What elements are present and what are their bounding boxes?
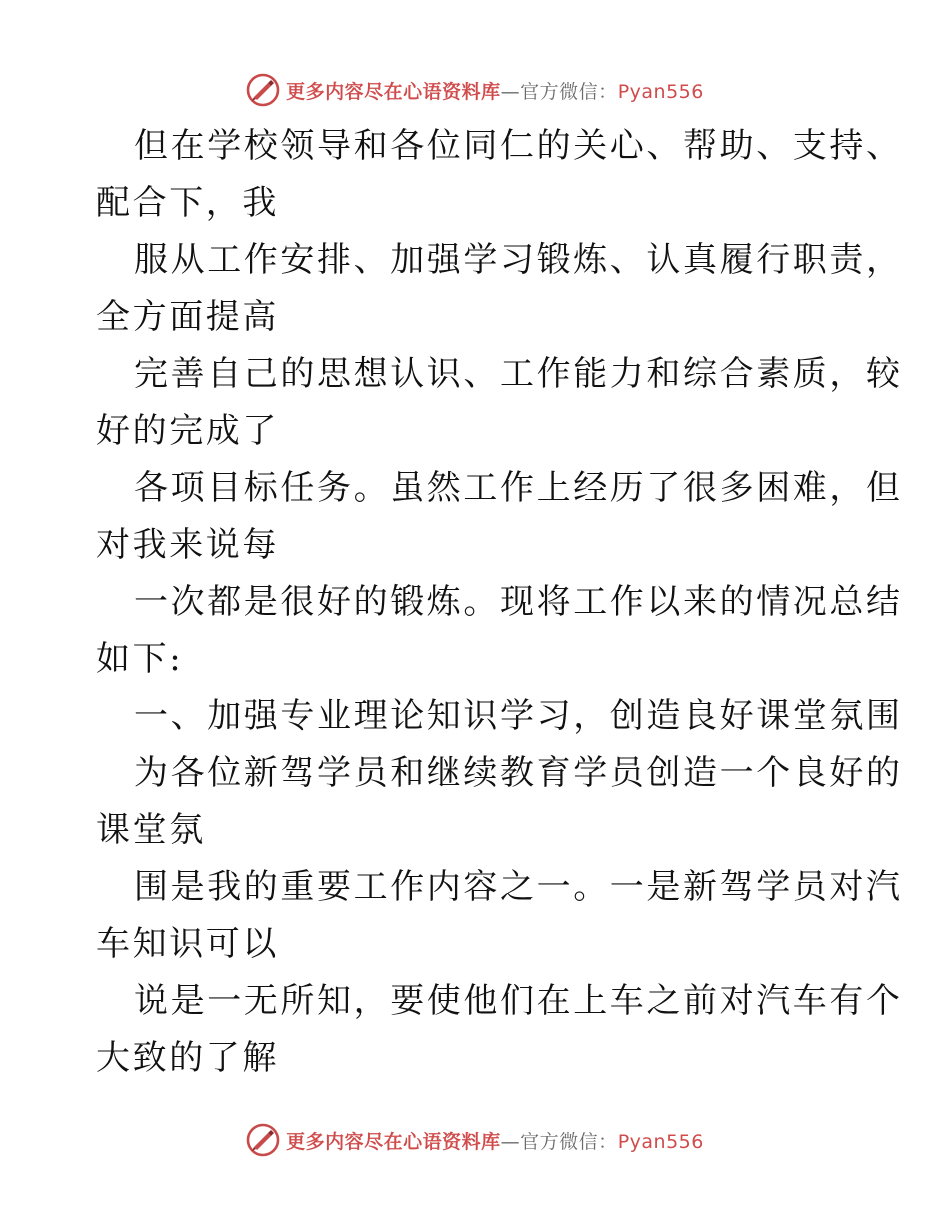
text-line: 完善自己的思想认识、工作能力和综合素质，较 — [134, 354, 903, 394]
text-line: 服从工作安排、加强学习锻炼、认真履行职责， — [134, 240, 903, 280]
text-line: 一、加强专业理论知识学习，创造良好课堂氛围 — [134, 696, 903, 736]
footer-banner-wechat-id: Pyan556 — [617, 1130, 704, 1153]
footer-banner-wechat-label: —官方微信： — [500, 1130, 618, 1153]
text-line: 对我来说每 — [96, 525, 279, 565]
text-line: 车知识可以 — [96, 924, 279, 964]
text-line: 说是一无所知，要使他们在上车之前对汽车有个 — [134, 981, 903, 1021]
text-line: 各项目标任务。虽然工作上经历了很多困难，但 — [134, 468, 903, 508]
header-banner-text — [286, 77, 704, 104]
pen-logo-icon — [246, 1123, 280, 1157]
footer-banner-site: 更多内容尽在心语资料库 — [286, 1130, 501, 1153]
text-line: 配合下，我 — [96, 183, 279, 223]
header-watermark-banner — [0, 70, 950, 110]
footer-watermark-banner — [0, 1120, 950, 1160]
text-line: 课堂氛 — [96, 810, 206, 850]
text-line: 好的完成了 — [96, 411, 279, 451]
header-banner-wechat-label: —官方微信： — [500, 80, 618, 103]
text-line: 全方面提高 — [96, 297, 279, 337]
text-line: 但在学校领导和各位同仁的关心、帮助、支持、 — [134, 126, 903, 166]
header-banner-wechat-id: Pyan556 — [617, 80, 704, 103]
header-banner-site: 更多内容尽在心语资料库 — [286, 80, 501, 103]
text-line: 如下: — [96, 639, 184, 679]
text-line: 一次都是很好的锻炼。现将工作以来的情况总结 — [134, 582, 903, 622]
text-line: 围是我的重要工作内容之一。一是新驾学员对汽 — [134, 867, 903, 907]
footer-banner-text — [286, 1127, 704, 1154]
pen-logo-icon — [246, 73, 280, 107]
document-body — [96, 118, 903, 1087]
text-line: 为各位新驾学员和继续教育学员创造一个良好的 — [134, 753, 903, 793]
text-line: 大致的了解 — [96, 1038, 279, 1078]
